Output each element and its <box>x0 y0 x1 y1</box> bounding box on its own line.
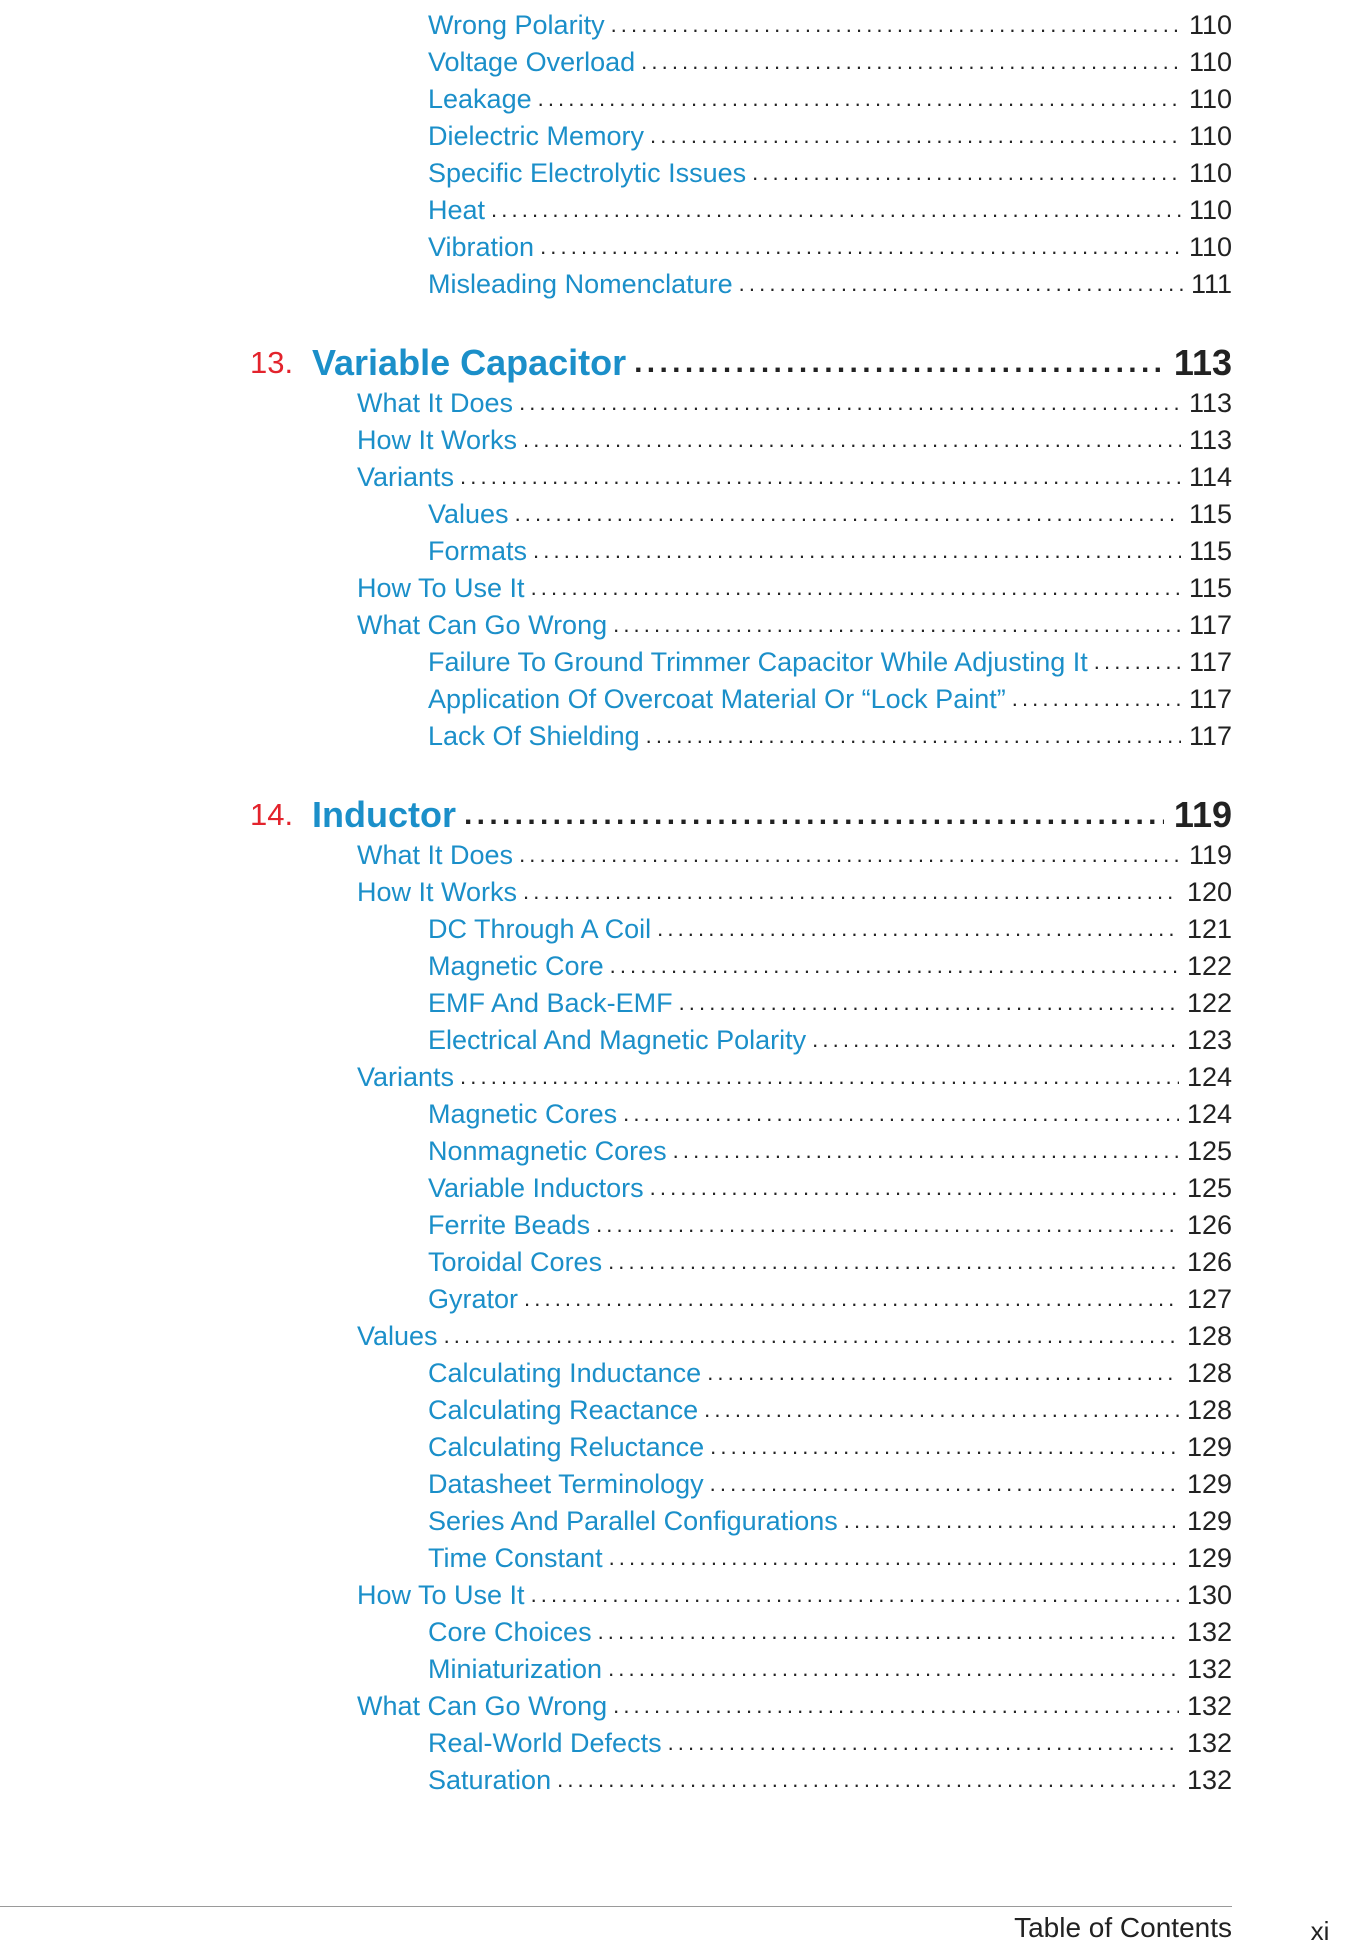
toc-entry-label: Voltage Overload <box>428 47 636 77</box>
toc-entry-label: Variable Inductors <box>428 1173 644 1203</box>
dot-leader <box>812 1023 1179 1057</box>
toc-entry[interactable] <box>428 719 1232 753</box>
toc-entry-label: Calculating Inductance <box>428 1358 702 1388</box>
toc-entry[interactable] <box>428 1430 1232 1464</box>
toc-entry[interactable] <box>428 912 1232 946</box>
toc-entry-page: 122 <box>1186 951 1232 981</box>
chapter-page: 113 <box>1173 342 1232 383</box>
toc-entry[interactable] <box>357 1319 1232 1353</box>
toc-entry[interactable] <box>428 1467 1232 1501</box>
toc-entry-label: Application Of Overcoat Material Or “Lock Paint” <box>428 684 1006 714</box>
toc-entry[interactable] <box>428 230 1232 264</box>
dot-leader <box>844 1504 1179 1538</box>
chapter-title: Variable Capacitor <box>312 342 627 383</box>
toc-entry[interactable] <box>428 1134 1232 1168</box>
toc-entry-label: Electrical And Magnetic Polarity <box>428 1025 807 1055</box>
toc-entry-label: Toroidal Cores <box>428 1247 603 1277</box>
footer-section-label: Table of Contents <box>1014 1912 1232 1943</box>
toc-entry-label: Magnetic Cores <box>428 1099 618 1129</box>
dot-leader <box>598 1615 1179 1649</box>
toc-entry-page: 110 <box>1188 195 1232 225</box>
toc-entry[interactable] <box>357 1060 1232 1094</box>
dot-leader <box>596 1208 1179 1242</box>
toc-entry-label: How It Works <box>357 425 518 455</box>
toc-entry-page: 126 <box>1186 1210 1232 1240</box>
toc-entry[interactable] <box>428 1245 1232 1279</box>
toc-entry-page: 117 <box>1188 647 1232 677</box>
toc-entry[interactable] <box>357 875 1232 909</box>
toc-entry-label: Calculating Reactance <box>428 1395 699 1425</box>
toc-entry-page: 110 <box>1188 10 1232 40</box>
dot-leader <box>444 1319 1179 1353</box>
toc-entry-page: 132 <box>1186 1691 1232 1721</box>
dot-leader <box>515 497 1181 531</box>
toc-entry-page: 115 <box>1188 573 1232 603</box>
dot-leader <box>650 1171 1179 1205</box>
toc-entry-label: What It Does <box>357 840 514 870</box>
toc-entry[interactable] <box>428 1097 1232 1131</box>
dot-leader <box>608 1245 1179 1279</box>
toc-entry-label: Leakage <box>428 84 532 114</box>
toc-entry-page: 126 <box>1186 1247 1232 1277</box>
dot-leader <box>752 156 1181 190</box>
dot-leader <box>634 340 1164 386</box>
toc-entry-page: 129 <box>1186 1543 1232 1573</box>
toc-entry[interactable] <box>357 571 1232 605</box>
toc-entry[interactable] <box>357 386 1232 420</box>
toc-entry-label: What Can Go Wrong <box>357 610 608 640</box>
toc-entry-label: Vibration <box>428 232 535 262</box>
toc-entry-label: How To Use It <box>357 1580 525 1610</box>
toc-entry-page: 119 <box>1188 840 1232 870</box>
toc-entry[interactable] <box>357 1689 1232 1723</box>
toc-entry[interactable] <box>428 119 1232 153</box>
dot-leader <box>1012 682 1181 716</box>
toc-entry-label: What Can Go Wrong <box>357 1691 608 1721</box>
toc-entry-label: Ferrite Beads <box>428 1210 591 1240</box>
toc-entry-page: 128 <box>1186 1358 1232 1388</box>
toc-entry-page: 121 <box>1186 914 1232 944</box>
toc-entry[interactable] <box>428 1023 1232 1057</box>
toc-entry-label: Magnetic Core <box>428 951 604 981</box>
dot-leader <box>710 1467 1179 1501</box>
dot-leader <box>1094 645 1181 679</box>
toc-entry[interactable] <box>428 156 1232 190</box>
toc-entry-label: What It Does <box>357 388 514 418</box>
dot-leader <box>608 1652 1179 1686</box>
dot-leader <box>491 193 1181 227</box>
toc-entry-page: 110 <box>1188 47 1232 77</box>
toc-entry-page: 129 <box>1186 1469 1232 1499</box>
dot-leader <box>531 1578 1179 1612</box>
dot-leader <box>707 1356 1179 1390</box>
toc-entry-page: 120 <box>1186 877 1232 907</box>
toc-entry-page: 128 <box>1186 1395 1232 1425</box>
toc-entry-page: 111 <box>1190 269 1232 299</box>
toc-entry[interactable] <box>428 8 1232 42</box>
dot-leader <box>523 423 1181 457</box>
toc-entry[interactable] <box>428 986 1232 1020</box>
chapter-heading[interactable] <box>250 792 1232 838</box>
chapter-number: 14. <box>250 797 294 832</box>
toc-entry[interactable] <box>428 534 1232 568</box>
dot-leader <box>657 912 1179 946</box>
dot-leader <box>557 1763 1179 1797</box>
toc-entry-page: 115 <box>1188 499 1232 529</box>
toc-entry-label: Misleading Nomenclature <box>428 269 733 299</box>
toc-entry[interactable] <box>428 497 1232 531</box>
dot-leader <box>540 230 1181 264</box>
toc-entry-label: Series And Parallel Configurations <box>428 1506 838 1536</box>
dot-leader <box>679 986 1179 1020</box>
toc-entry-label: Real-World Defects <box>428 1728 662 1758</box>
toc-entry-label: Specific Electrolytic Issues <box>428 158 747 188</box>
footer-rule <box>0 1906 1232 1907</box>
toc-entry[interactable] <box>428 1208 1232 1242</box>
toc-entry[interactable] <box>428 1282 1232 1316</box>
dot-leader <box>519 838 1181 872</box>
toc-entry-label: Values <box>357 1321 438 1351</box>
toc-entry[interactable] <box>428 193 1232 227</box>
toc-entry-page: 113 <box>1188 388 1232 418</box>
toc-entry-label: Lack Of Shielding <box>428 721 640 751</box>
toc-entry[interactable] <box>428 1763 1232 1797</box>
dot-leader <box>524 1282 1179 1316</box>
toc-entry-page: 132 <box>1186 1728 1232 1758</box>
dot-leader <box>533 534 1181 568</box>
toc-entry-label: Heat <box>428 195 486 225</box>
toc-entry[interactable] <box>428 1356 1232 1390</box>
toc-entry-label: Datasheet Terminology <box>428 1469 704 1499</box>
chapter-heading[interactable] <box>250 340 1232 386</box>
dot-leader <box>523 875 1179 909</box>
toc-entry[interactable] <box>428 1726 1232 1760</box>
chapter-title: Inductor <box>312 794 456 835</box>
toc-entry-page: 125 <box>1186 1136 1232 1166</box>
dot-leader <box>519 386 1181 420</box>
toc-entry-page: 132 <box>1186 1617 1232 1647</box>
dot-leader <box>739 267 1183 301</box>
toc-entry-page: 127 <box>1186 1284 1232 1314</box>
toc-entry-page: 130 <box>1186 1580 1232 1610</box>
toc-entry[interactable] <box>428 645 1232 679</box>
toc-entry-label: Time Constant <box>428 1543 603 1573</box>
dot-leader <box>646 719 1181 753</box>
toc-entry-page: 122 <box>1186 988 1232 1018</box>
toc-entry[interactable] <box>428 1504 1232 1538</box>
toc-entry[interactable] <box>428 1171 1232 1205</box>
dot-leader <box>611 8 1181 42</box>
toc-entry-label: Core Choices <box>428 1617 592 1647</box>
dot-leader <box>710 1430 1179 1464</box>
toc-entry-page: 110 <box>1188 232 1232 262</box>
toc-entry-page: 125 <box>1186 1173 1232 1203</box>
toc-entry-label: Saturation <box>428 1765 552 1795</box>
toc-entry[interactable] <box>428 1652 1232 1686</box>
dot-leader <box>464 792 1164 838</box>
dot-leader <box>610 949 1179 983</box>
toc-entry-page: 132 <box>1186 1654 1232 1684</box>
chapter-number: 13. <box>250 345 294 380</box>
dot-leader <box>613 608 1181 642</box>
dot-leader <box>613 1689 1179 1723</box>
toc-entry-label: Values <box>428 499 509 529</box>
toc-entry-page: 123 <box>1186 1025 1232 1055</box>
dot-leader <box>460 460 1181 494</box>
dot-leader <box>641 45 1181 79</box>
toc-entry-page: 114 <box>1188 462 1232 492</box>
dot-leader <box>704 1393 1179 1427</box>
toc-entry-page: 115 <box>1188 536 1232 566</box>
toc-entry-page: 117 <box>1188 721 1232 751</box>
toc-entry-label: Formats <box>428 536 528 566</box>
toc-entry-label: Wrong Polarity <box>428 10 605 40</box>
toc-entry-page: 110 <box>1188 158 1232 188</box>
dot-leader <box>531 571 1181 605</box>
toc-entry-label: Calculating Reluctance <box>428 1432 705 1462</box>
toc-entry-page: 124 <box>1186 1062 1232 1092</box>
toc-entry-label: How To Use It <box>357 573 525 603</box>
toc-entry-page: 132 <box>1186 1765 1232 1795</box>
toc-entry-page: 117 <box>1188 610 1232 640</box>
toc-entry-label: Variants <box>357 462 455 492</box>
toc-entry[interactable] <box>357 1578 1232 1612</box>
toc-entry-label: Miniaturization <box>428 1654 603 1684</box>
toc-entry[interactable] <box>357 838 1232 872</box>
footer-page-number: xi <box>1310 1916 1330 1946</box>
toc-entry-label: Nonmagnetic Cores <box>428 1136 667 1166</box>
toc-entry-label: Failure To Ground Trimmer Capacitor While Adjusting It <box>428 647 1088 677</box>
toc-entry[interactable] <box>428 82 1232 116</box>
toc-entry[interactable] <box>428 267 1232 301</box>
toc-entry[interactable] <box>428 1615 1232 1649</box>
dot-leader <box>538 82 1181 116</box>
toc-entry[interactable] <box>428 45 1232 79</box>
toc-entry[interactable] <box>357 423 1232 457</box>
toc-entry-label: Dielectric Memory <box>428 121 645 151</box>
toc-entry-page: 128 <box>1186 1321 1232 1351</box>
toc-entry[interactable] <box>428 1393 1232 1427</box>
dot-leader <box>673 1134 1179 1168</box>
toc-entry-page: 117 <box>1188 684 1232 714</box>
toc-entry[interactable] <box>428 682 1232 716</box>
toc-entry-page: 129 <box>1186 1506 1232 1536</box>
toc-entry-label: DC Through A Coil <box>428 914 652 944</box>
toc-entry[interactable] <box>357 608 1232 642</box>
toc-entry-page: 110 <box>1188 84 1232 114</box>
toc-entry-page: 124 <box>1186 1099 1232 1129</box>
dot-leader <box>668 1726 1179 1760</box>
toc-entry-label: Variants <box>357 1062 455 1092</box>
toc-entry-label: Gyrator <box>428 1284 519 1314</box>
chapter-page: 119 <box>1173 794 1232 835</box>
toc-entry[interactable] <box>428 1541 1232 1575</box>
dot-leader <box>609 1541 1179 1575</box>
toc-entry[interactable] <box>428 949 1232 983</box>
toc-entry-label: How It Works <box>357 877 518 907</box>
toc-entry-page: 110 <box>1188 121 1232 151</box>
dot-leader <box>460 1060 1179 1094</box>
toc-entry[interactable] <box>357 460 1232 494</box>
dot-leader <box>650 119 1181 153</box>
toc-entry-label: EMF And Back-EMF <box>428 988 673 1018</box>
toc-entry-page: 129 <box>1186 1432 1232 1462</box>
dot-leader <box>623 1097 1179 1131</box>
toc-entry-page: 113 <box>1188 425 1232 455</box>
